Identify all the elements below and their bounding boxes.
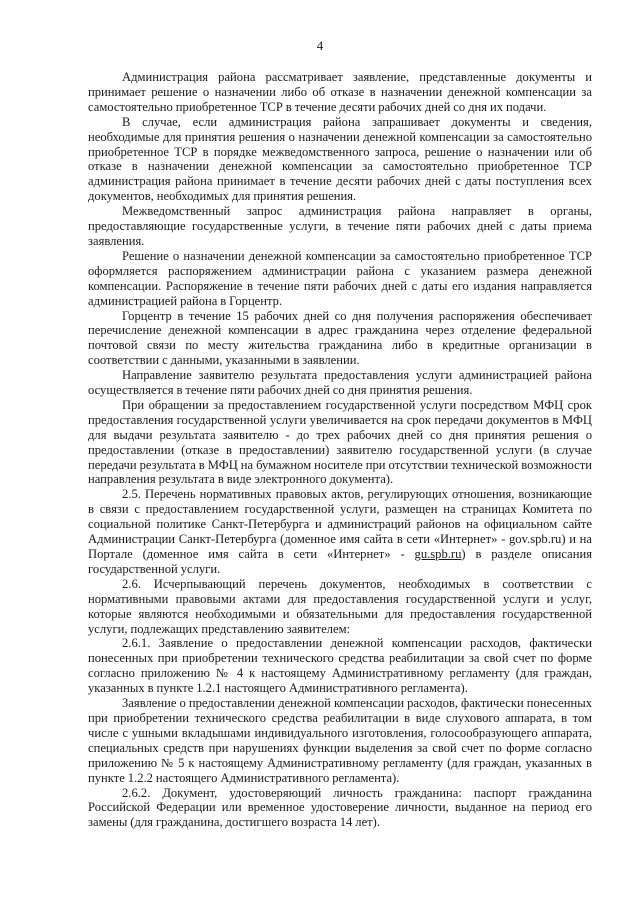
paragraph-2-5-legal-acts [88,487,592,576]
paragraph-2-6-documents-list: 2.6. Исчерпывающий перечень документов, необходимых в соответствии с нормативными правовыми актами для предоставления государственной услуги и услуг, которые являются необходимыми и обязательными для предоставления государственной услуги, подлежащих представлению заявителем: [88,576,592,636]
paragraph-application-review: Администрация района рассматривает заявление, представленные документы и принимает решение о назначении либо об отказе в назначении денежной компенсации за самостоятельно приобретенное ТСР в течение десяти рабочих дней со дня их подачи. [88,70,592,114]
paragraph-gorcentr-transfer: Горцентр в течение 15 рабочих дней со дня получения распоряжения обеспечивает перечисление денежной компенсации в адрес гражданина через отделение федеральной почтовой связи по месту жительства гражданина либо в кредитные организации в соответствии с данными, указанными в заявлении. [88,308,592,368]
page-number: 4 [316,38,324,53]
paragraph-2-5-text-start: 2.5. Перечень нормативных правовых актов, регулирующих отношения, возникающие в связи с предоставлением государственной услуги, размещен на страницах Комитета по социальной политике Санкт-Петербурга и администраций районов на официальном сайте Администрации Санкт-Петербурга (доменное имя сайта в сети «Интернет» - gov.spb.ru) и на Портале (доменное имя сайта в сети «Интернет» - [88,487,592,561]
paragraph-interagency-request: Межведомственный запрос администрация района направляет в органы, предоставляющие государственные услуги, в течение пяти рабочих дней с даты приема заявления. [88,204,592,248]
paragraph-2-6-2-identity-document: 2.6.2. Документ, удостоверяющий личность гражданина: паспорт гражданина Российской Федерации или временное удостоверение личности, выданное на период его замены (для гражданина, достигшего возраста 14 лет). [88,785,592,830]
paragraph-compensation-decision: Решение о назначении денежной компенсации за самостоятельно приобретенное ТСР оформляется распоряжением администрации района с указанием размера денежной компенсации. Распоряжение в течение пяти рабочих дней с даты его издания направляется администрацией района в Горцентр. [88,248,592,308]
paragraph-interagency-request-case: В случае, если администрация района запрашивает документы и сведения, необходимые для принятия решения о назначении денежной компенсации за самостоятельно приобретенное ТСР в порядке межведомственного запроса, решение о назначении или об отказе в назначении денежной компенсации за самостоятельно приобретенное ТСР администрация района принимает в течение десяти рабочих дней с даты поступления всех документов, необходимых для принятия решения. [88,114,592,204]
paragraph-hearing-aid-application: Заявление о предоставлении денежной компенсации расходов, фактически понесенных при приобретении технического средства реабилитации в виде слухового аппарата, в том числе с ушными вкладышами индивидуального изготовления, голосообразующего аппарата, специальных средств при нарушениях функции выделения за свой счет по форме согласно приложению № 5 к настоящему Административному регламенту (для граждан, указанных в пункте 1.2.2 настоящего Административного регламента). [88,696,592,785]
portal-link[interactable]: gu.spb.ru [414,547,462,561]
paragraph-mfc-term: При обращении за предоставлением государственной услуги посредством МФЦ срок предоставления государственной услуги увеличивается на срок передачи документов в МФЦ для выдачи результата заявителю - до трех рабочих дней со дня принятия решения о предоставлении (отказе в предоставлении) заявителю государственной услуги (в случае передачи результата в МФЦ на бумажном носителе при отсутствии технической возможности направления результата в виде электронного документа). [88,397,592,487]
paragraph-2-6-1-application: 2.6.1. Заявление о предоставлении денежной компенсации расходов, фактически понесенных при приобретении технического средства реабилитации за свой счет по форме согласно приложению № 4 к настоящему Административному регламенту (для граждан, указанных в пункте 1.2.1 настоящего Административного регламента). [88,636,592,696]
document-body [88,70,592,830]
paragraph-result-delivery: Направление заявителю результата предоставления услуги администрацией района осуществляется в течение пяти рабочих дней со дня принятия решения. [88,368,592,398]
paragraph-2-5-text-end: ) в разделе описания государственной услуги. [88,547,592,576]
